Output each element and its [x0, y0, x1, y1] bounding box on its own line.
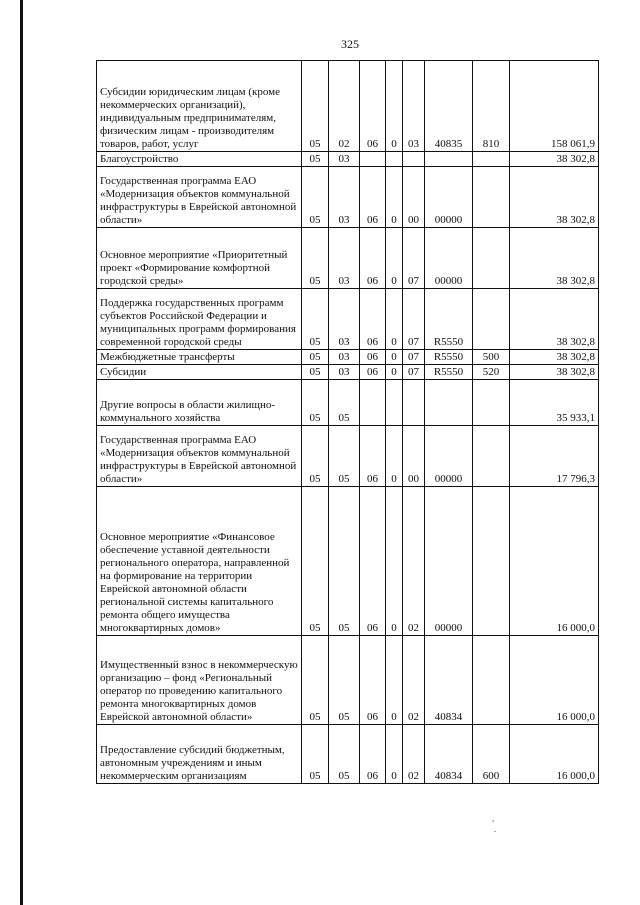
row-code-cell	[425, 380, 473, 426]
row-code-cell: 03	[329, 350, 360, 365]
table-row	[97, 365, 599, 380]
row-code-cell: 05	[329, 380, 360, 426]
row-amount-cell: 38 302,8	[510, 152, 599, 167]
row-code-cell	[473, 152, 510, 167]
row-code-cell: 05	[302, 350, 329, 365]
table-row	[97, 289, 599, 350]
row-name-cell: Поддержка государственных программ субъектов Российской Федерации и муниципальных программ формирования современной городской среды	[97, 289, 302, 350]
row-code-cell: 0	[386, 350, 403, 365]
row-code-cell: 0	[386, 289, 403, 350]
row-code-cell	[403, 152, 425, 167]
row-code-cell	[473, 426, 510, 487]
row-amount-cell: 16 000,0	[510, 636, 599, 725]
table-row	[97, 636, 599, 725]
row-code-cell: 0	[386, 636, 403, 725]
row-code-cell: 05	[302, 61, 329, 152]
row-name-cell: Благоустройство	[97, 152, 302, 167]
row-code-cell	[403, 380, 425, 426]
row-code-cell: 06	[360, 636, 386, 725]
row-code-cell	[473, 636, 510, 725]
table-row	[97, 61, 599, 152]
row-amount-cell: 16 000,0	[510, 487, 599, 636]
row-code-cell: 05	[329, 636, 360, 725]
scan-speck: .	[494, 824, 497, 834]
row-code-cell: 06	[360, 167, 386, 228]
row-code-cell: 600	[473, 725, 510, 784]
row-code-cell: 06	[360, 289, 386, 350]
row-code-cell: 05	[329, 426, 360, 487]
row-name-cell: Предоставление субсидий бюджетным, автономным учреждениям и иным некоммерческим организациям	[97, 725, 302, 784]
row-code-cell: 07	[403, 350, 425, 365]
row-code-cell: 07	[403, 365, 425, 380]
row-code-cell: 05	[302, 725, 329, 784]
row-code-cell: 03	[329, 228, 360, 289]
row-name-cell: Основное мероприятие «Приоритетный проект «Формирование комфортной городской среды»	[97, 228, 302, 289]
row-code-cell: 05	[302, 152, 329, 167]
left-margin-line	[20, 0, 23, 905]
row-code-cell: 00000	[425, 487, 473, 636]
row-amount-cell: 17 796,3	[510, 426, 599, 487]
row-code-cell: 06	[360, 228, 386, 289]
table-row	[97, 380, 599, 426]
row-code-cell: 06	[360, 725, 386, 784]
row-code-cell: 00	[403, 426, 425, 487]
row-code-cell: 0	[386, 487, 403, 636]
row-amount-cell: 38 302,8	[510, 365, 599, 380]
row-name-cell: Межбюджетные трансферты	[97, 350, 302, 365]
row-amount-cell: 16 000,0	[510, 725, 599, 784]
row-code-cell: 40834	[425, 636, 473, 725]
row-code-cell	[473, 289, 510, 350]
row-code-cell	[360, 152, 386, 167]
row-code-cell: 40835	[425, 61, 473, 152]
row-code-cell: 05	[329, 725, 360, 784]
row-code-cell	[360, 380, 386, 426]
row-code-cell: 00000	[425, 426, 473, 487]
scan-speck: ,	[492, 813, 495, 823]
row-code-cell: 0	[386, 426, 403, 487]
row-code-cell: 03	[329, 152, 360, 167]
row-code-cell: 05	[302, 380, 329, 426]
row-code-cell: 05	[302, 636, 329, 725]
row-amount-cell: 38 302,8	[510, 350, 599, 365]
row-code-cell: 00	[403, 167, 425, 228]
table-row	[97, 152, 599, 167]
row-name-cell: Другие вопросы в области жилищно-коммунального хозяйства	[97, 380, 302, 426]
table-row	[97, 228, 599, 289]
row-code-cell: 06	[360, 487, 386, 636]
row-code-cell: 02	[329, 61, 360, 152]
row-code-cell: 02	[403, 636, 425, 725]
row-name-cell: Субсидии	[97, 365, 302, 380]
row-name-cell: Субсидии юридическим лицам (кроме некоммерческих организаций), индивидуальным предпринимателям, физическим лицам - производителям товаров, работ, услуг	[97, 61, 302, 152]
row-code-cell: 05	[302, 228, 329, 289]
row-code-cell: 05	[329, 487, 360, 636]
row-code-cell: 05	[302, 167, 329, 228]
row-code-cell	[473, 228, 510, 289]
row-code-cell: 0	[386, 365, 403, 380]
row-code-cell: 03	[403, 61, 425, 152]
row-code-cell: 06	[360, 365, 386, 380]
row-code-cell: R5550	[425, 350, 473, 365]
row-code-cell: 0	[386, 61, 403, 152]
row-code-cell: 00000	[425, 167, 473, 228]
table-row	[97, 487, 599, 636]
row-name-cell: Государственная программа ЕАО «Модернизация объектов коммунальной инфраструктуры в Еврейской автономной области»	[97, 167, 302, 228]
row-code-cell: 06	[360, 350, 386, 365]
row-code-cell: 03	[329, 289, 360, 350]
row-code-cell: 40834	[425, 725, 473, 784]
row-code-cell: 06	[360, 61, 386, 152]
row-code-cell: 0	[386, 167, 403, 228]
row-name-cell: Основное мероприятие «Финансовое обеспечение уставной деятельности регионального оператора, направленной на формирование на территории Еврейской автономной области региональной системы капитального ремонта общего имущества многоквартирных домов»	[97, 487, 302, 636]
row-amount-cell: 38 302,8	[510, 289, 599, 350]
row-code-cell: 05	[302, 426, 329, 487]
row-code-cell: 03	[329, 167, 360, 228]
row-amount-cell: 38 302,8	[510, 228, 599, 289]
row-code-cell: 03	[329, 365, 360, 380]
row-code-cell	[473, 167, 510, 228]
row-code-cell: 06	[360, 426, 386, 487]
row-code-cell: 07	[403, 228, 425, 289]
row-name-cell: Имущественный взнос в некоммерческую организацию – фонд «Региональный оператор по проведению капитального ремонта многоквартирных домов Еврейской автономной области»	[97, 636, 302, 725]
row-code-cell: 07	[403, 289, 425, 350]
table-row	[97, 725, 599, 784]
row-code-cell	[386, 152, 403, 167]
row-code-cell: 05	[302, 487, 329, 636]
table-row	[97, 350, 599, 365]
page-number: 325	[341, 37, 359, 51]
row-amount-cell: 35 933,1	[510, 380, 599, 426]
row-amount-cell: 158 061,9	[510, 61, 599, 152]
row-code-cell: 810	[473, 61, 510, 152]
row-code-cell	[473, 487, 510, 636]
row-code-cell: R5550	[425, 289, 473, 350]
row-code-cell	[473, 380, 510, 426]
row-code-cell: R5550	[425, 365, 473, 380]
row-code-cell	[425, 152, 473, 167]
row-amount-cell: 38 302,8	[510, 167, 599, 228]
row-code-cell: 02	[403, 487, 425, 636]
row-code-cell: 05	[302, 289, 329, 350]
row-code-cell: 02	[403, 725, 425, 784]
row-code-cell: 05	[302, 365, 329, 380]
row-code-cell: 520	[473, 365, 510, 380]
row-code-cell	[386, 380, 403, 426]
row-code-cell: 00000	[425, 228, 473, 289]
table-row	[97, 426, 599, 487]
row-code-cell: 500	[473, 350, 510, 365]
row-code-cell: 0	[386, 725, 403, 784]
row-name-cell: Государственная программа ЕАО «Модернизация объектов коммунальной инфраструктуры в Еврейской автономной области»	[97, 426, 302, 487]
budget-table	[96, 60, 599, 784]
row-code-cell: 0	[386, 228, 403, 289]
table-row	[97, 167, 599, 228]
